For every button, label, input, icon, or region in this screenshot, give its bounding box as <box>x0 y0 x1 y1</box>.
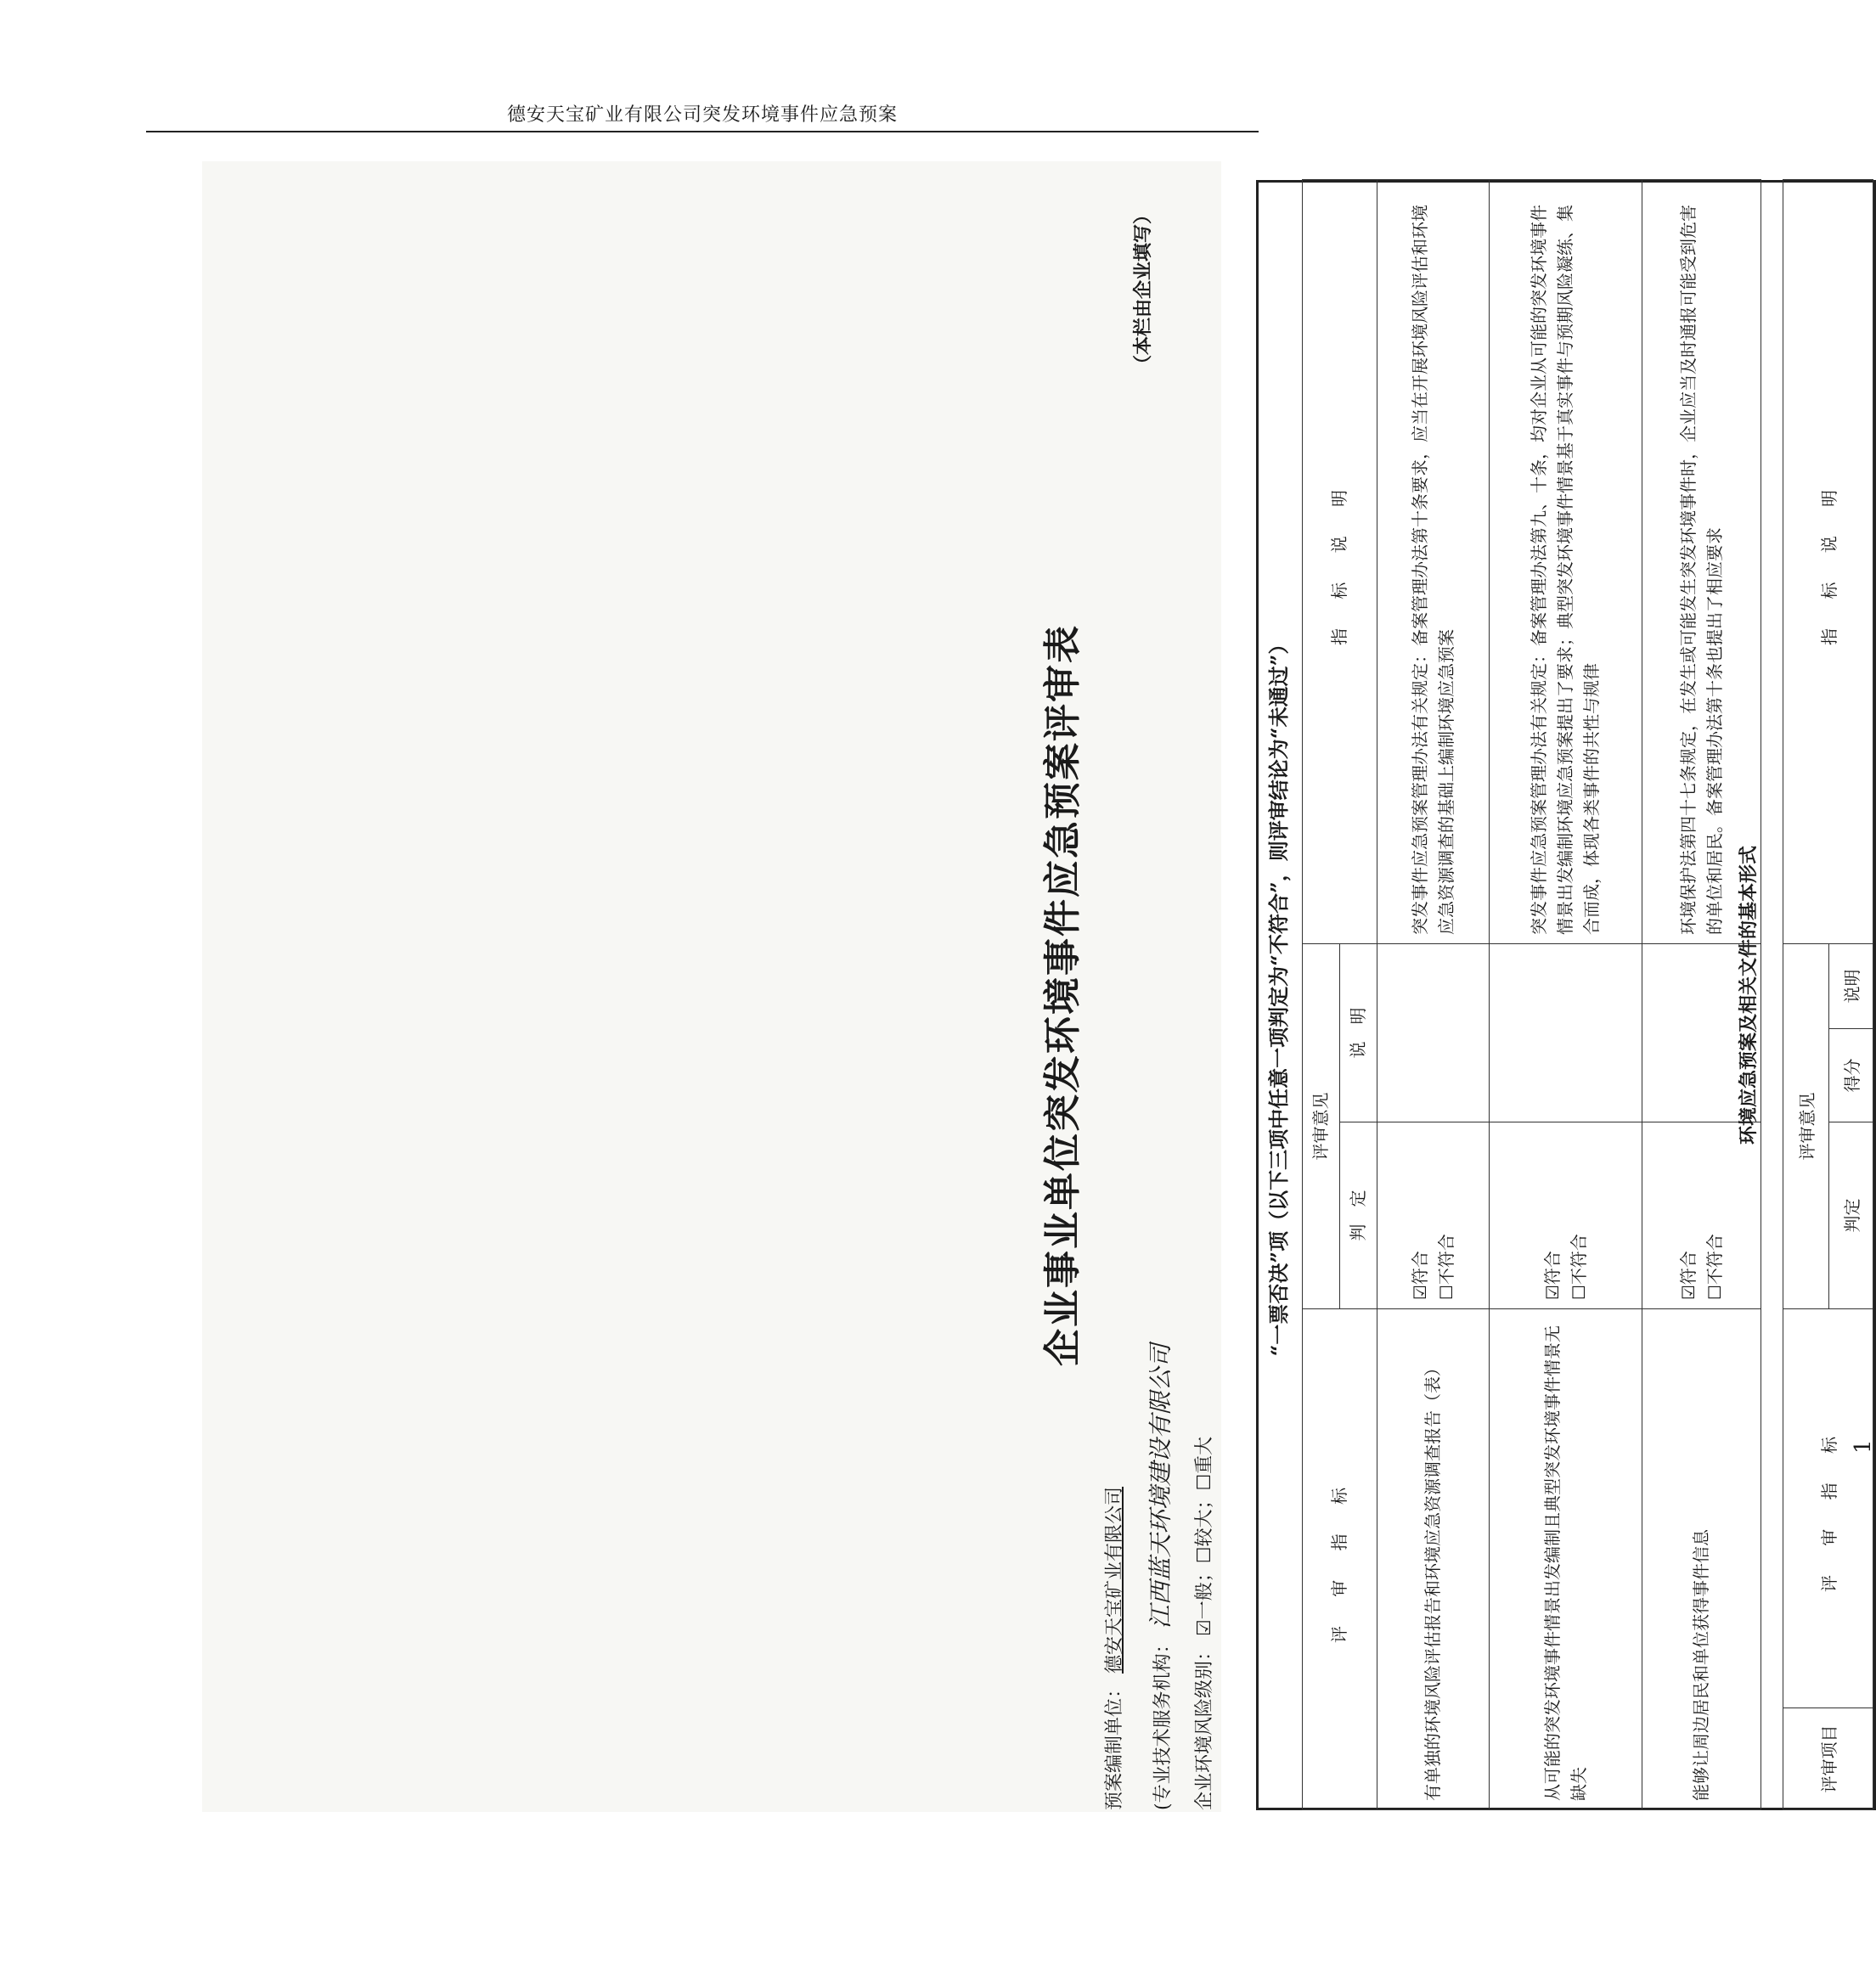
review-form <box>1001 180 1876 1810</box>
risk-field <box>1190 1437 1216 1810</box>
form-title: 企业事业单位突发环境事件应急预案评审表 <box>1041 624 1084 1366</box>
checkbox-pass: ☑符合 <box>1541 1251 1563 1300</box>
col-header-explain: 说 明 <box>1340 944 1377 1122</box>
row-judge <box>1377 1122 1490 1309</box>
row-indicator: 环境保护法第四十七条规定，在发生或可能发生突发环境事件时，企业应当及时通报可能受到危害的单位和居民。备案管理办法第十条也提出了相应要求 <box>1642 180 1761 944</box>
col-judge: 判定 <box>1829 1122 1873 1309</box>
section-title: 环境应急预案及相关文件的基本形式 <box>1738 846 1760 1145</box>
unit-label: 预案编制单位： <box>1104 1679 1125 1810</box>
page-number: 1 <box>1851 1439 1876 1454</box>
checkbox-fail: ☐不符合 <box>1435 1234 1456 1300</box>
col-header-item: 评 审 指 标 <box>1303 1309 1377 1810</box>
enterprise-fill-note: （本栏由企业填写） <box>1132 205 1154 374</box>
unit-value: 德安天宝矿业有限公司 <box>1104 1486 1125 1674</box>
checkbox-fail: ☐不符合 <box>1704 1234 1725 1300</box>
table-row <box>1377 180 1490 1810</box>
page-header: 德安天宝矿业有限公司突发环境事件应急预案 <box>506 104 898 126</box>
col-review-item: 评审项目 <box>1783 1708 1873 1810</box>
row-judge <box>1490 1122 1642 1309</box>
col-score: 得分 <box>1829 1029 1873 1122</box>
checkbox-pass: ☑符合 <box>1677 1251 1699 1300</box>
checkbox-fail: ☐不符合 <box>1568 1234 1589 1300</box>
row-item: 从可能的突发环境事件情景出发编制且典型突发环境事件情景无缺失 <box>1490 1309 1642 1810</box>
checkbox-pass: ☑符合 <box>1409 1251 1430 1300</box>
service-label: (专业技术服务机构： <box>1152 1634 1174 1810</box>
unit-field <box>1100 1487 1126 1810</box>
service-value-handwritten: 江西蓝天环境建设有限公司 <box>1146 1343 1175 1629</box>
col-header-judge: 判 定 <box>1340 1122 1377 1309</box>
row-indicator: 突发事件应急预案管理办法有关规定：备案管理办法第十条要求，应当在开展环境风险评估和环境应急资源调查的基础上编制环境应急预案 <box>1377 180 1490 944</box>
veto-line: “一票否决”项（以下三项中任意一项判定为“不符合”，则评审结论为“未通过”） <box>1266 633 1291 1357</box>
risk-label: 企业环境风险级别： <box>1194 1641 1215 1810</box>
bottom-header-row-1 <box>1783 179 1829 1809</box>
risk-options: ☑一般；☐较大；☐重大 <box>1194 1436 1215 1636</box>
col-review-desc: 指 标 说 明 <box>1783 179 1873 943</box>
col-header-opinion: 评审意见 <box>1303 944 1340 1309</box>
header-row-1 <box>1303 180 1340 1810</box>
col-review-opinion: 评审意见 <box>1783 943 1829 1308</box>
basic-form-table <box>1783 179 1873 1810</box>
row-explain <box>1490 944 1642 1122</box>
col-explain: 说明 <box>1829 943 1873 1028</box>
row-indicator: 突发事件应急预案管理办法有关规定：备案管理办法第九、十条，均对企业从可能的突发环境事件情景出发编制环境应急预案提出了要求；典型突发环境事件情景基于真实事件与预期风险凝练、集合而成，体现各类事件的共性与规律 <box>1490 180 1642 944</box>
col-header-indicator: 指 标 说 明 <box>1303 180 1377 944</box>
row-item: 能够让周边居民和单位获得事件信息 <box>1642 1309 1761 1810</box>
table-row <box>1490 180 1642 1810</box>
row-item: 有单独的环境风险评估报告和环境应急资源调查报告（表） <box>1377 1309 1490 1810</box>
veto-table <box>1302 179 1761 1810</box>
col-review-indicator: 评 审 指 标 <box>1783 1309 1873 1708</box>
header-divider <box>146 131 1259 132</box>
service-field <box>1142 1343 1176 1810</box>
row-explain <box>1377 944 1490 1122</box>
